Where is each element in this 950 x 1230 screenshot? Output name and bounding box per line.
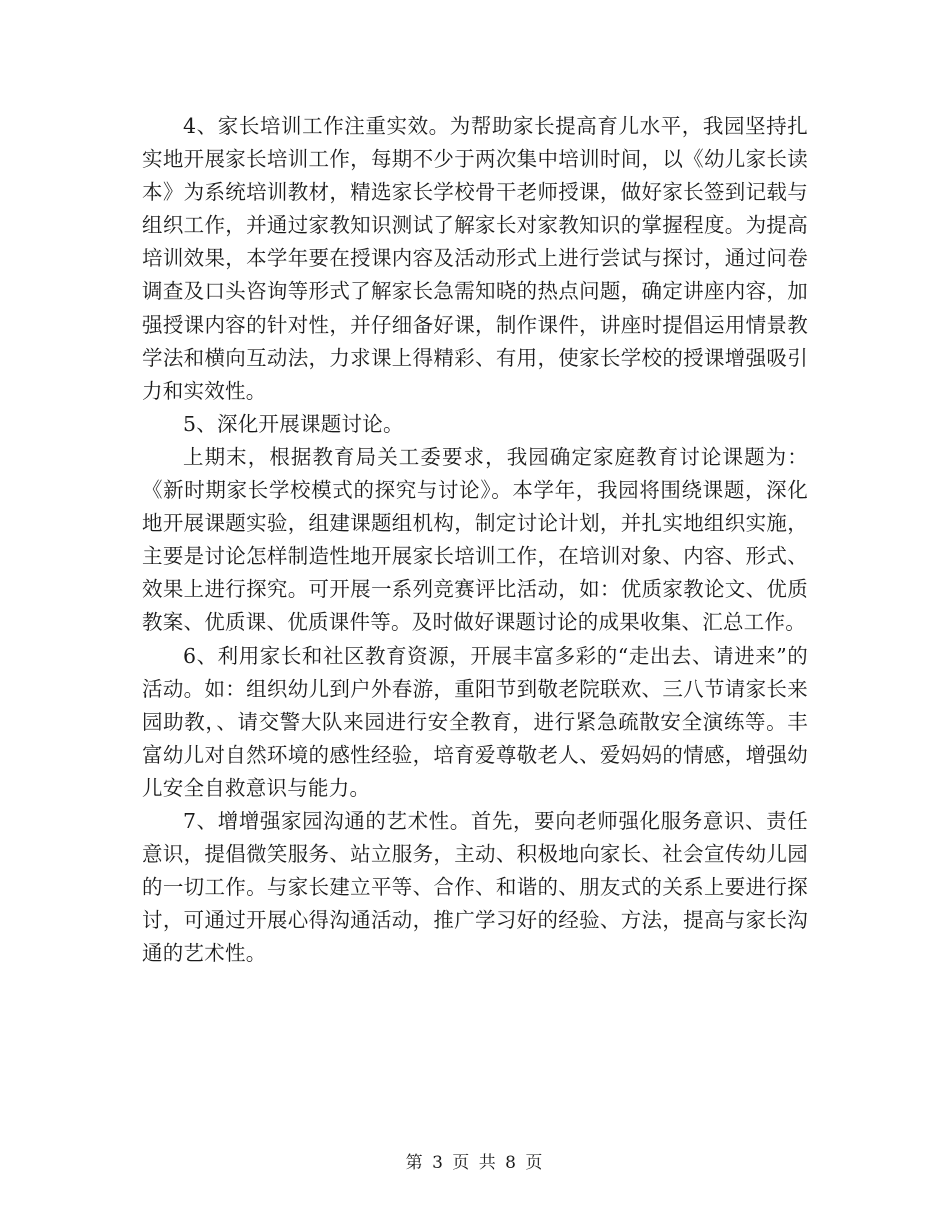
page-number-footer: 第 3 页 共 8 页 bbox=[405, 1153, 545, 1173]
paragraph-communication-art: 7、增增强家园沟通的艺术性。首先，要向老师强化服务意识、责任意识，提倡微笑服务、站立服务，主动、积极地向家长、社会宣传幼儿园的一切工作。与家长建立平等、合作、和谐的、朋友式的关系上要进行探讨，可通过开展心得沟通活动，推广学习好的经验、方法，提高与家长沟通的艺术性。 bbox=[142, 808, 808, 966]
paragraph-research-topic: 上期末，根据教育局关工委要求，我园确定家庭教育讨论课题为：《新时期家长学校模式的探究与讨论》。本学年，我园将围绕课题，深化地开展课题实验，组建课题组机构，制定讨论计划，并扎实地组织实施，主要是讨论怎样制造性地开展家长培训工作，在培训对象、内容、形式、效果上进行探究。可开展一系列竞赛评比活动，如：优质家教论文、优质教案、优质课、优质课件等。及时做好课题讨论的成果收集、汇总工作。 bbox=[142, 444, 808, 635]
paragraph-parent-training: 4、家长培训工作注重实效。为帮助家长提高育儿水平，我园坚持扎实地开展家长培训工作，每期不少于两次集中培训时间，以《幼儿家长读本》为系统培训教材，精选家长学校骨干老师授课，做好家长签到记载与组织工作，并通过家教知识测试了解家长对家教知识的掌握程度。为提高培训效果，本学年要在授课内容及活动形式上进行尝试与探讨，通过问卷调查及口头咨询等形式了解家长急需知晓的热点问题，确定讲座内容，加强授课内容的针对性，并仔细备好课，制作课件，讲座时提倡运用情景教学法和横向互动法，力求课上得精彩、有用，使家长学校的授课增强吸引力和实效性。 bbox=[142, 114, 808, 403]
document-body bbox=[142, 110, 808, 970]
paragraph-research-heading: 5、深化开展课题讨论。 bbox=[183, 411, 404, 436]
paragraph-community-resources: 6、利用家长和社区教育资源，开展丰富多彩的“走出去、请进来”的活动。如：组织幼儿到户外春游，重阳节到敬老院联欢、三八节请家长来园助教，、请交警大队来园进行安全教育，进行紧急疏散安全演练等。丰富幼儿对自然环境的感性经验，培育爱尊敬老人、爱妈妈的情感，增强幼儿安全自救意识与能力。 bbox=[142, 643, 808, 800]
